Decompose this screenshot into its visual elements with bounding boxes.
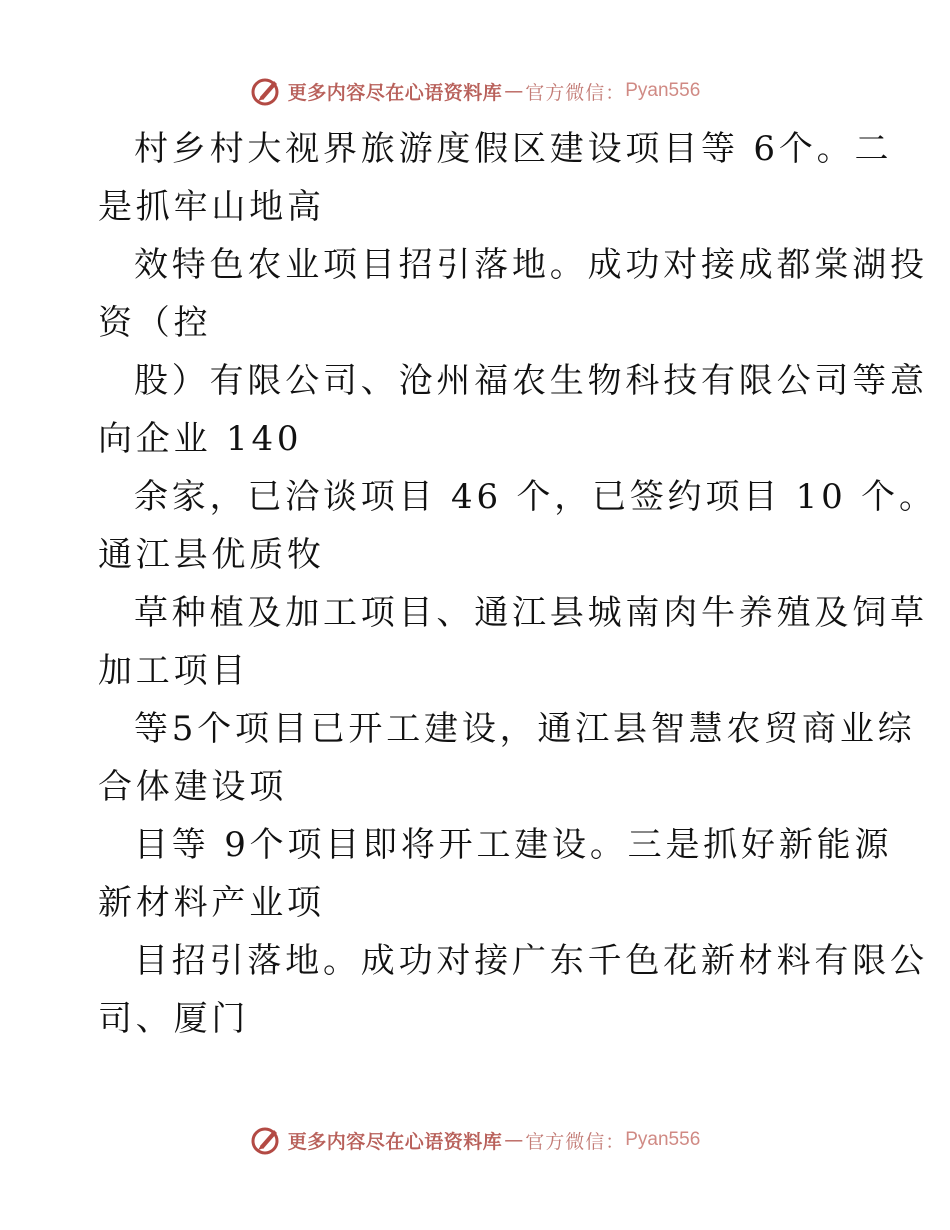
body-line: 合体建设项 [98, 767, 287, 807]
body-line: 向企业 140 [98, 419, 303, 459]
body-line: 余家，已洽谈项目 46 个，已签约项目 10 个。 [134, 477, 937, 517]
body-line: 效特色农业项目招引落地。成功对接成都棠湖投 [134, 245, 928, 285]
body-line: 新材料产业项 [98, 883, 325, 923]
footer-banner [0, 1120, 950, 1160]
banner-wechat-id: Pyan556 [625, 1129, 701, 1150]
body-line: 草种植及加工项目、通江县城南肉牛养殖及饲草 [134, 593, 928, 633]
body-line: 股）有限公司、沧州福农生物科技有限公司等意 [134, 361, 928, 401]
body-line: 目招引落地。成功对接广东千色花新材料有限公 [134, 941, 928, 981]
quill-logo-icon [250, 1124, 282, 1156]
banner-wechat-id: Pyan556 [625, 80, 701, 101]
banner-separator: — [504, 1129, 524, 1151]
body-line: 加工项目 [98, 651, 250, 691]
body-line: 目等 9个项目即将开工建设。三是抓好新能源 [134, 825, 893, 865]
banner-wechat-label: 官方微信： [525, 1130, 626, 1153]
body-line: 等5个项目已开工建设，通江县智慧农贸商业综 [134, 709, 916, 749]
banner-wechat-label: 官方微信： [525, 81, 626, 104]
document-body [98, 120, 937, 1048]
header-banner [0, 71, 950, 111]
body-line: 村乡村大视界旅游度假区建设项目等 6个。二 [134, 129, 893, 169]
body-line: 司、厦门 [98, 999, 250, 1039]
quill-logo-icon [250, 75, 282, 107]
body-line: 通江县优质牧 [98, 535, 325, 575]
body-line: 资（控 [98, 303, 212, 343]
banner-separator: — [504, 80, 524, 102]
banner-main-text: 更多内容尽在心语资料库 [287, 1130, 503, 1153]
body-line: 是抓牢山地高 [98, 187, 325, 227]
banner-main-text: 更多内容尽在心语资料库 [287, 81, 503, 104]
